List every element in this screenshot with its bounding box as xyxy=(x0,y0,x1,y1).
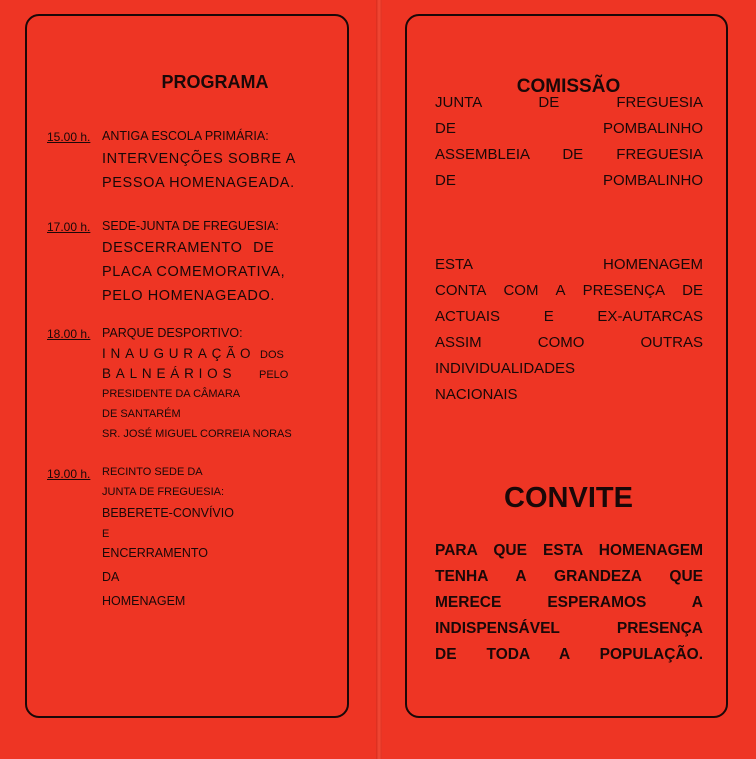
program-time: 19.00 h. xyxy=(47,467,91,481)
program-line: ENCERRAMENTO xyxy=(102,546,209,560)
comissao-title: COMISSÃO xyxy=(516,76,621,97)
program-line: PESSOA HOMENAGEADA. xyxy=(102,175,295,191)
program-line: BALNEÁRIOS xyxy=(102,366,237,381)
convite-line: TENHA A GRANDEZA QUE xyxy=(435,568,703,585)
convite-line: PARA QUE ESTA HOMENAGEM xyxy=(435,542,703,559)
commission-line: DE POMBALINHO xyxy=(435,172,703,189)
program-line: DOS xyxy=(260,349,284,361)
homage-line: ASSIM COMO OUTRAS xyxy=(435,334,703,351)
convite-line: MERECE ESPERAMOS A xyxy=(435,594,703,611)
convite-line: DE TODA A POPULAÇÃO. xyxy=(435,646,703,663)
homage-line: ESTA HOMENAGEM xyxy=(435,256,703,273)
program-line: HOMENAGEM xyxy=(102,594,186,608)
program-line: PELO xyxy=(259,369,289,381)
program-line: PARQUE DESPORTIVO: xyxy=(102,326,243,340)
program-line: INAUGURAÇÃO xyxy=(102,346,256,361)
commission-line: JUNTA DE FREGUESIA xyxy=(435,94,703,111)
program-line: JUNTA DE FREGUESIA: xyxy=(102,486,225,498)
homage-line: CONTA COM A PRESENÇA DE xyxy=(435,282,703,299)
program-line: INTERVENÇÕES SOBRE A xyxy=(102,151,296,167)
homage-line: INDIVIDUALIDADES xyxy=(435,360,576,377)
programa-panel xyxy=(25,14,349,718)
program-line: DA xyxy=(102,570,120,584)
program-line: SEDE-JUNTA DE FREGUESIA: xyxy=(102,219,279,233)
commission-line: DE POMBALINHO xyxy=(435,120,703,137)
program-line: ANTIGA ESCOLA PRIMÁRIA: xyxy=(102,129,269,143)
program-time: 18.00 h. xyxy=(47,327,91,341)
center-fold xyxy=(376,0,382,759)
program-line: E xyxy=(102,528,110,540)
program-line: SR. JOSÉ MIGUEL CORREIA NORAS xyxy=(102,428,292,440)
commission-line: ASSEMBLEIA DE FREGUESIA xyxy=(435,146,703,163)
comissao-panel xyxy=(405,14,728,718)
program-line: DESCERRAMENTO DE xyxy=(102,240,275,256)
program-time: 17.00 h. xyxy=(47,220,91,234)
program-line: BEBERETE-CONVÍVIO xyxy=(102,506,234,520)
program-line: PLACA COMEMORATIVA, xyxy=(102,264,286,280)
program-time: 15.00 h. xyxy=(47,130,91,144)
program-line: DE SANTARÉM xyxy=(102,408,181,420)
programa-title: PROGRAMA xyxy=(161,72,269,92)
homage-line: ACTUAIS E EX-AUTARCAS xyxy=(435,308,703,325)
convite-title: CONVITE xyxy=(504,482,633,514)
convite-line: INDISPENSÁVEL PRESENÇA xyxy=(435,620,703,637)
program-line: PRESIDENTE DA CÂMARA xyxy=(102,388,241,400)
program-line: PELO HOMENAGEADO. xyxy=(102,288,275,304)
program-line: RECINTO SEDE DA xyxy=(102,466,203,478)
homage-line: NACIONAIS xyxy=(435,386,518,403)
